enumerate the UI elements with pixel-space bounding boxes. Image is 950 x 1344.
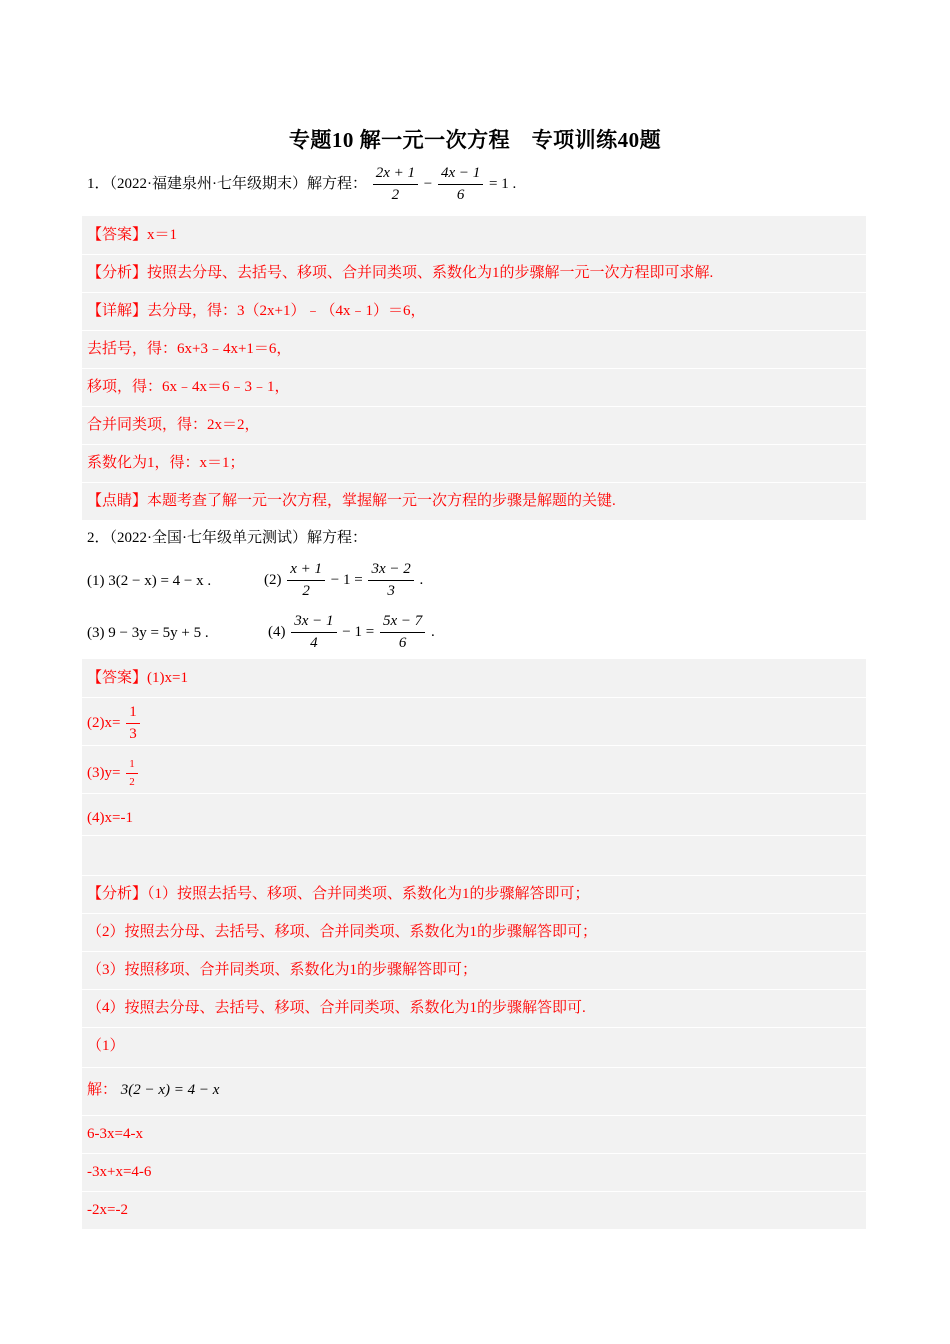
fraction-denominator: 6 (398, 635, 407, 651)
question-1-prefix: 1．（2022·福建泉州·七年级期末）解方程： (87, 175, 367, 192)
part-label: (2) (264, 571, 282, 588)
answer-2-result-4: (4)x=-1 (87, 810, 133, 826)
fraction-numerator: 3x − 2 (368, 562, 413, 581)
minus-sign: − (423, 175, 433, 192)
answer-1-step: 合并同类项，得：2x＝2， (87, 417, 260, 433)
answer-1-comment: 【点睛】本题考查了解一元一次方程，掌握解一元一次方程的步骤是解题的关键. (87, 493, 616, 509)
answer-1-analysis: 【分析】按照去分母、去括号、移项、合并同类项、系数化为1的步骤解一元一次方程即可求解. (87, 265, 714, 281)
solution-label: 解： (87, 1082, 118, 1098)
fraction-numerator: 5x − 7 (380, 614, 425, 633)
fraction-numerator: 4x − 1 (438, 166, 483, 185)
question-1-fraction-1 (373, 166, 418, 203)
question-1 (87, 166, 516, 203)
answer-2-step: -2x=-2 (87, 1202, 128, 1218)
answer-2-step: 6-3x=4-x (87, 1126, 143, 1142)
solution-equation: 3(2 − x) = 4 − x (120, 1082, 220, 1098)
page-title: 专题10 解一元一次方程 专项训练40题 (288, 128, 662, 152)
fraction-numerator: 2x + 1 (373, 166, 418, 185)
answer-2-box (82, 659, 866, 1229)
equation-end: . (430, 623, 435, 640)
result-label: (3)y= (87, 764, 121, 781)
part-2-fraction-right (368, 562, 413, 599)
answer-1-step: 系数化为1，得：x＝1； (87, 455, 245, 471)
fraction-numerator: 1 (126, 759, 138, 774)
fraction-denominator: 2 (302, 583, 310, 599)
fraction-denominator: 6 (456, 187, 465, 203)
fraction-numerator: 3x − 1 (291, 614, 336, 633)
question-2-part-1: (1) 3(2 − x) = 4 − x . (87, 573, 212, 589)
question-1-fraction-2 (438, 166, 483, 203)
fraction-denominator: 4 (310, 635, 318, 651)
part-4-fraction-right (380, 614, 425, 651)
answer-2-analysis-4: （4）按照去分母、去括号、移项、合并同类项、系数化为1的步骤解答即可. (87, 1000, 586, 1016)
answer-2-analysis-1: 【分析】（1）按照去括号、移项、合并同类项、系数化为1的步骤解答即可； (87, 886, 590, 902)
fraction-numerator: x + 1 (287, 562, 325, 581)
answer-2-analysis-2: （2）按照去分母、去括号、移项、合并同类项、系数化为1的步骤解答即可； (87, 924, 598, 940)
fraction-numerator: 1 (126, 705, 140, 724)
answer-2-solution (87, 1079, 219, 1101)
equation-middle: − 1 = (342, 623, 375, 640)
answer-2-result-1: 【答案】(1)x=1 (87, 670, 188, 686)
answer-2-analysis-3: （3）按照移项、合并同类项、系数化为1的步骤解答即可； (87, 962, 478, 978)
equation-middle: − 1 = (330, 571, 363, 588)
fraction-denominator: 2 (391, 187, 400, 203)
result-fraction (126, 705, 140, 742)
answer-2-result-2 (87, 705, 142, 742)
answer-2-part-1-label: （1） (87, 1038, 125, 1054)
fraction-denominator: 2 (129, 776, 135, 788)
answer-1-box (82, 216, 866, 520)
answer-2-step: -3x+x=4-6 (87, 1164, 152, 1180)
result-fraction (126, 759, 138, 788)
part-label: (4) (268, 623, 286, 640)
fraction-denominator: 3 (129, 726, 137, 742)
question-2-part-4 (268, 614, 435, 651)
answer-2-result-3 (87, 759, 140, 788)
equation-end: . (419, 571, 424, 588)
answer-1-step: 移项，得：6x﹣4x＝6﹣3﹣1， (87, 379, 290, 395)
question-2-prefix: 2．（2022·全国·七年级单元测试）解方程： (87, 530, 367, 546)
answer-1-step: 去括号，得：6x+3﹣4x+1＝6， (87, 341, 292, 357)
question-2-part-3: (3) 9 − 3y = 5y + 5 . (87, 625, 209, 641)
question-2-part-2 (264, 562, 423, 599)
part-4-fraction-left (291, 614, 336, 651)
part-2-fraction-left (287, 562, 325, 599)
equation-rhs: = 1 . (489, 175, 517, 192)
answer-1-detail: 【详解】去分母，得：3（2x+1）﹣（4x﹣1）＝6， (87, 303, 426, 319)
answer-1-result: 【答案】x＝1 (87, 227, 178, 243)
fraction-denominator: 3 (387, 583, 395, 599)
result-label: (2)x= (87, 714, 121, 731)
